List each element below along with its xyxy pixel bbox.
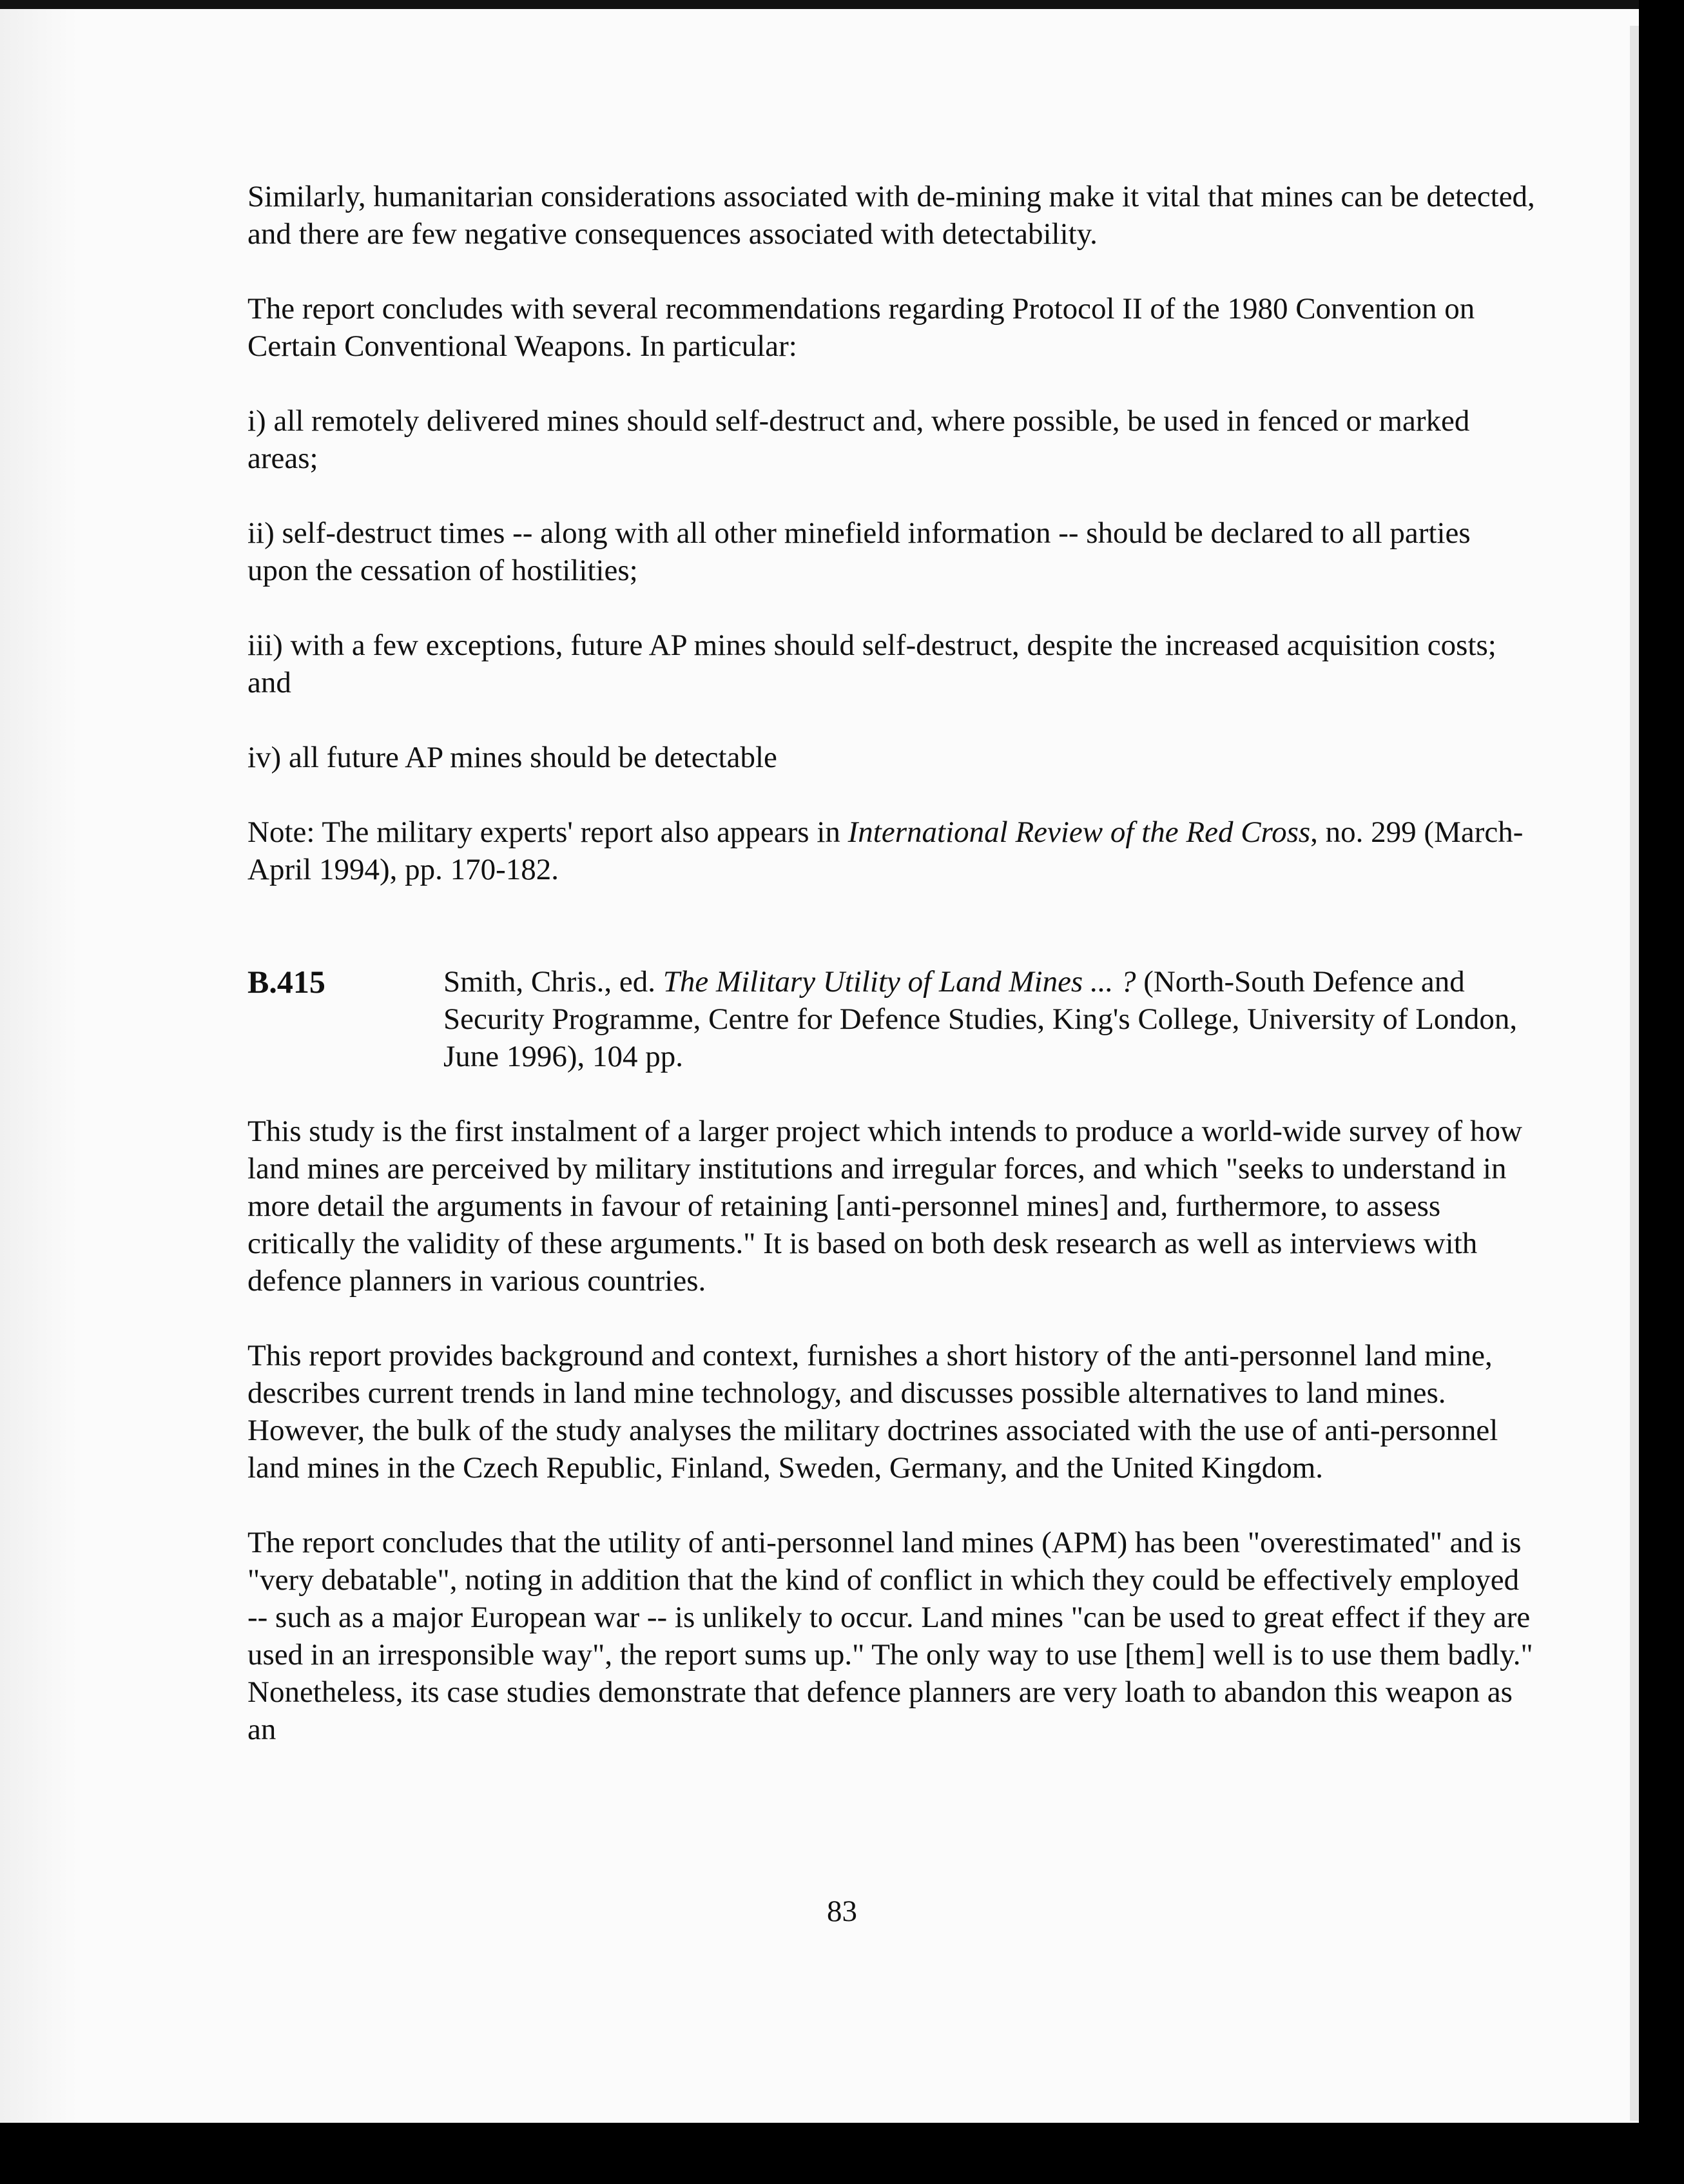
note-text: Note: The military experts' report also appears in [247, 815, 848, 849]
page-number: 83 [827, 1895, 857, 1928]
recommendation-item-1: i) all remotely delivered mines should self-destruct and, where possible, be used in fenced or marked areas; [247, 404, 1470, 475]
recommendation-item-3: iii) with a few exceptions, future AP mines should self-destruct, despite the increased acquisition costs; and [247, 629, 1496, 699]
scan-edge-right [1639, 0, 1684, 2184]
recommendation-item-4: iv) all future AP mines should be detectable [247, 741, 777, 774]
paragraph-conclusions: The report concludes that the utility of anti-personnel land mines (APM) has been "overestimated" and is "very debatable", noting in addition that the kind of conflict in which they could be effectively employed -- such as a major European war -- is unlikely to occur. Land mines "can be used to great effect if they are used in an irresponsible way", the report sums up." The only way to use [them] well is to use them badly." Nonetheless, its case studies demonstrate that defence planners are very loath to abandon this weapon as an [247, 1526, 1533, 1746]
page-content [247, 178, 1536, 1748]
note-citation: , no. 299 (March-April 1994), pp. 170-182. [247, 815, 1524, 886]
scan-margin-shadow [0, 9, 77, 2130]
paragraph-recommendations: The report concludes with several recommendations regarding Protocol II of the 1980 Convention on Certain Conventional Weapons. In particular: [247, 292, 1475, 363]
entry-author: Smith, Chris., ed. [443, 965, 663, 999]
entry-citation [443, 963, 1536, 1075]
paragraph-report-content: This report provides background and context, furnishes a short history of the anti-personnel land mine, describes current trends in land mine technology, and discusses possible alternatives to land mines. However, the bulk of the study analyses the military doctrines associated with the use of anti-personnel land mines in the Czech Republic, Finland, Sweden, Germany, and the United Kingdom. [247, 1339, 1498, 1485]
paragraph-detectability: Similarly, humanitarian considerations associated with de-mining make it vital that mines can be detected, and there are few negative consequences associated with detectability. [247, 180, 1535, 251]
entry-publisher: (North-South Defence and Security Programme, Centre for Defence Studies, King's College, University of London, June 1996), 104 pp. [443, 965, 1518, 1073]
bibliography-entry [247, 963, 1536, 1075]
entry-title: The Military Utility of Land Mines ... ? [663, 965, 1136, 999]
scan-edge-bottom [0, 2123, 1684, 2184]
entry-id: B.415 [247, 964, 325, 1000]
recommendation-item-2: ii) self-destruct times -- along with all other minefield information -- should be declared to all parties upon the cessation of hostilities; [247, 516, 1471, 587]
scan-edge-highlight [1630, 26, 1639, 2121]
paragraph-study-scope: This study is the first instalment of a larger project which intends to produce a world-wide survey of how land mines are perceived by military institutions and irregular forces, and which "seeks to understand in more detail the arguments in favour of retaining [anti-personnel mines] and, furthermore, to assess critically the validity of these arguments." It is based on both desk research as well as interviews with defence planners in various countries. [247, 1115, 1522, 1298]
note-paragraph [247, 814, 1536, 888]
note-journal-title: International Review of the Red Cross [847, 815, 1311, 849]
